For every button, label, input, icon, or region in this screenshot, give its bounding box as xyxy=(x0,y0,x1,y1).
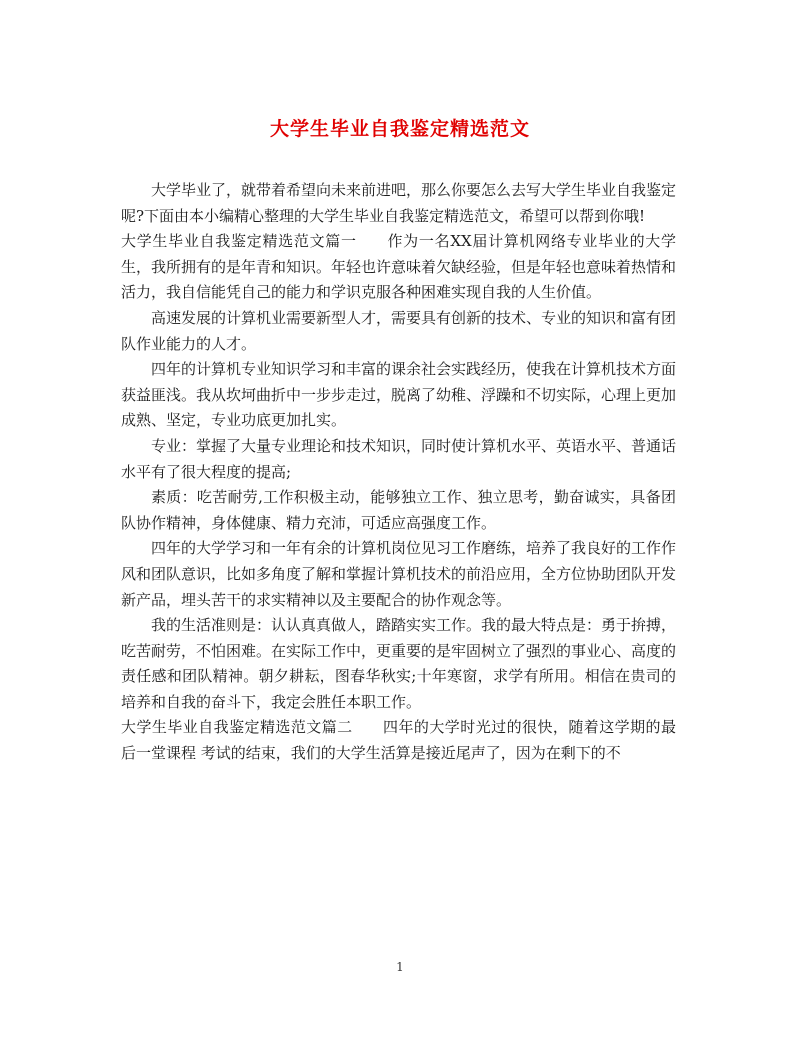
paragraph-section-two xyxy=(121,715,676,766)
paragraph-major: 专业：掌握了大量专业理论和技术知识，同时使计算机水平、英语水平、普通话水平有了很大程度的提高; xyxy=(121,436,677,481)
paragraph-experience: 四年的大学学习和一年有余的计算机岗位见习工作磨练，培养了我良好的工作作风和团队意识，比如多角度了解和掌握计算机技术的前沿应用，全方位协助团队开发新产品，埋头苦干的求实精神以及主要配合的协作观念等。 xyxy=(121,539,677,609)
paragraph-intro: 大学毕业了，就带着希望向未来前进吧，那么你要怎么去写大学生毕业自我鉴定呢?下面由本小编精心整理的大学生毕业自我鉴定精选范文，希望可以帮到你哦! xyxy=(121,181,677,225)
document-body xyxy=(121,178,676,767)
paragraph-study: 四年的计算机专业知识学习和丰富的课余社会实践经历，使我在计算机技术方面获益匪浅。我从坎坷曲折中一步步走过，脱离了幼稚、浮躁和不切实际，心理上更加成熟、坚定，专业功底更加扎实。 xyxy=(121,360,677,430)
section-one-text: 作为一名XX届计算机网络专业毕业的大学生，我所拥有的是年青和知识。年轻也许意味着欠缺经验，但是年轻也意味着热情和活力，我自信能凭自己的能力和学识克服各种困难实现自我的人生价值。 xyxy=(121,232,677,302)
document-title: 大学生毕业自我鉴定精选范文 xyxy=(269,118,530,140)
paragraph-quality: 素质：吃苦耐劳,工作积极主动，能够独立工作、独立思考，勤奋诚实，具备团队协作精神，身体健康、精力充沛，可适应高强度工作。 xyxy=(121,488,676,532)
section-heading-one: 大学生毕业自我鉴定精选范文篇一 xyxy=(121,232,357,251)
paragraph-section-one xyxy=(121,229,676,306)
paragraph-industry: 高速发展的计算机业需要新型人才，需要具有创新的技术、专业的知识和富有团队作业能力的人才。 xyxy=(121,308,677,353)
section-two-text: 四年的大学时光过的很快，随着这学期的最后一堂课程 考试的结束，我们的大学生活算是接近尾声了，因为在剩下的不 xyxy=(121,718,676,763)
page-number: 1 xyxy=(396,960,404,974)
section-heading-two: 大学生毕业自我鉴定精选范文篇二 xyxy=(121,718,353,737)
paragraph-principle: 我的生活准则是：认认真真做人，踏踏实实工作。我的最大特点是：勇于拚搏，吃苦耐劳，不怕困难。在实际工作中，更重要的是牢固树立了强烈的事业心、高度的责任感和团队精神。朝夕耕耘，图春华秋实;十年寒窗，求学有所用。相信在贵司的培养和自我的奋斗下，我定会胜任本职工作。 xyxy=(121,616,677,711)
